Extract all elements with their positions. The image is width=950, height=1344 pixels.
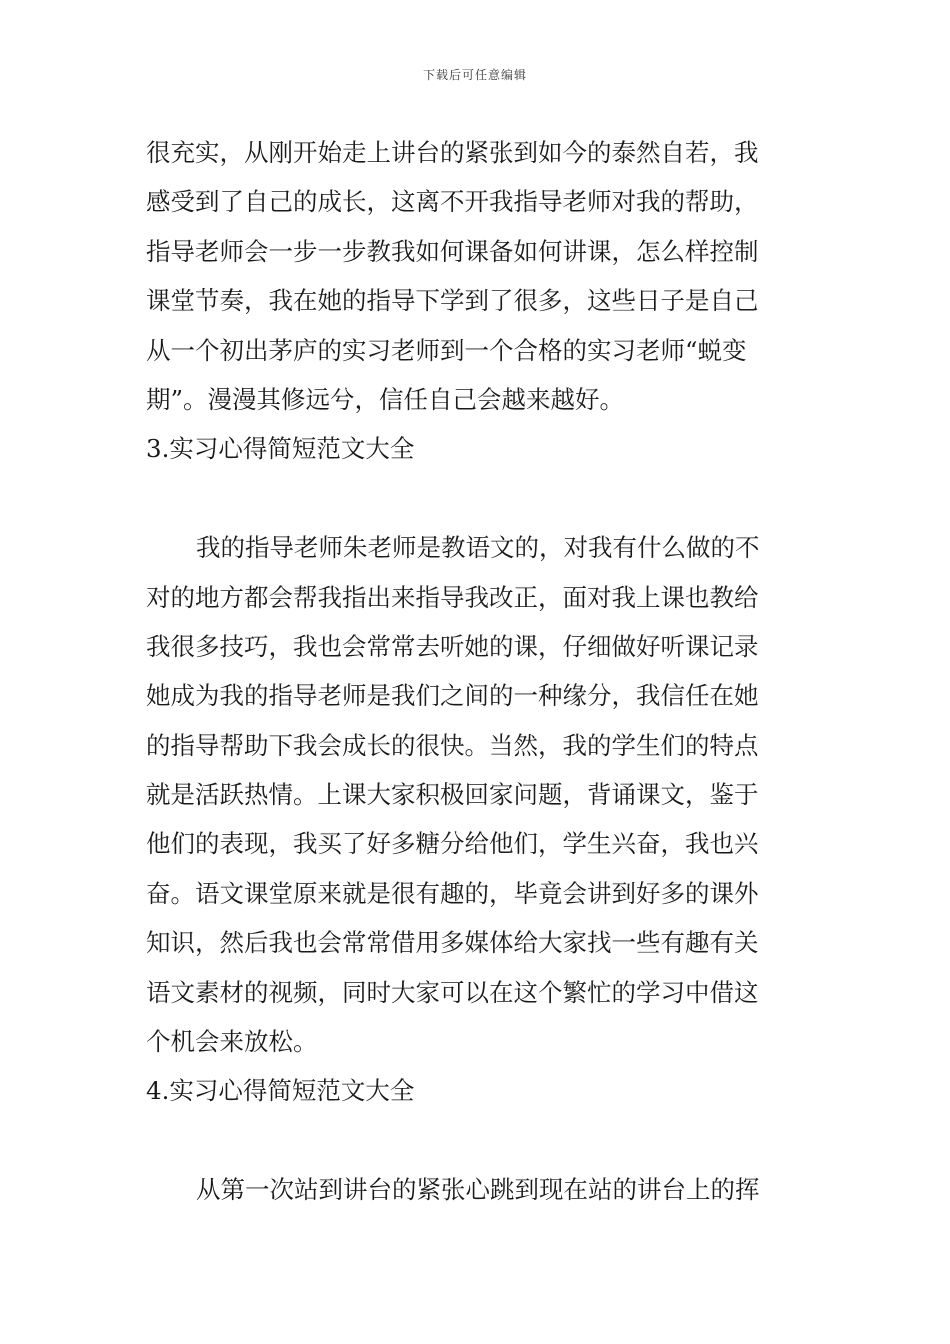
text-line: 我的指导老师朱老师是教语文的，对我有什么做的不 bbox=[196, 533, 760, 563]
text-line: 课堂节奏，我在她的指导下学到了很多，这些日子是自己 bbox=[146, 286, 759, 316]
text-line: 对的地方都会帮我指出来指导我改正，面对我上课也教给 bbox=[146, 582, 759, 612]
text-line: 期”。漫漫其修远兮，信任自己会越来越好。 bbox=[146, 384, 625, 414]
text-line: 很充实，从刚开始走上讲台的紧张到如今的泰然自若，我 bbox=[146, 138, 759, 167]
text-line: 我很多技巧，我也会常常去听她的课，仔细做好听课记录 bbox=[146, 631, 759, 661]
paragraph-continuation bbox=[146, 128, 810, 424]
section-heading-3: 3.实习心得简短范文大全 bbox=[146, 434, 415, 464]
text-line: 指导老师会一步一步教我如何课备如何讲课，怎么样控制 bbox=[146, 236, 759, 266]
page-header-note: 下载后可任意编辑 bbox=[422, 68, 527, 82]
text-line: 他们的表现，我买了好多糖分给他们，学生兴奋，我也兴 bbox=[146, 829, 759, 859]
paragraph-section-4 bbox=[146, 1165, 810, 1214]
text-line: 知识，然后我也会常常借用多媒体给大家找一些有趣有关 bbox=[146, 928, 759, 958]
section-heading-4: 4.实习心得简短范文大全 bbox=[146, 1076, 415, 1106]
paragraph-section-3 bbox=[146, 523, 810, 1066]
text-line: 就是活跃热情。上课大家积极回家问题，背诵课文，鉴于 bbox=[146, 780, 759, 810]
text-line: 从第一次站到讲台的紧张心跳到现在站的讲台上的挥 bbox=[196, 1175, 760, 1205]
blank-line bbox=[146, 474, 810, 523]
text-line: 语文素材的视频，同时大家可以在这个繁忙的学习中借这 bbox=[146, 977, 759, 1007]
document-body bbox=[146, 128, 810, 1215]
text-line: 感受到了自己的成长，这离不开我指导老师对我的帮助， bbox=[146, 187, 759, 217]
text-line: 从一个初出茅庐的实习老师到一个合格的实习老师“蜕变 bbox=[146, 335, 747, 365]
text-line: 个机会来放松。 bbox=[146, 1027, 318, 1057]
text-line: 的指导帮助下我会成长的很快。当然，我的学生们的特点 bbox=[146, 730, 759, 760]
text-line: 她成为我的指导老师是我们之间的一种缘分，我信任在她 bbox=[146, 681, 759, 711]
text-line: 奋。语文课堂原来就是很有趣的，毕竟会讲到好多的课外 bbox=[146, 878, 759, 908]
blank-line bbox=[146, 1116, 810, 1165]
